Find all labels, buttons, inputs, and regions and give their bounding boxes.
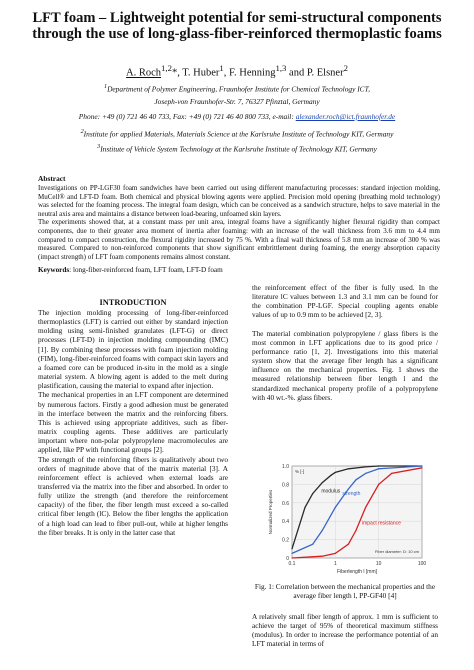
data-point	[291, 548, 292, 549]
x-tick-label: 10	[375, 561, 382, 567]
data-point	[291, 557, 292, 558]
data-point	[355, 479, 356, 480]
data-point	[304, 507, 305, 508]
keywords-text: : long-fiber-reinforced foam, LFT foam, LFT-D foam	[69, 266, 223, 274]
figure-caption: Fig. 1: Correlation between the mechanical properties and the average fiber length l, PP-GF40 [4]	[254, 582, 436, 600]
data-point	[378, 465, 379, 466]
data-point	[322, 530, 323, 531]
data-point	[335, 472, 336, 473]
x-axis-label: Fiberlength l [mm]	[336, 569, 378, 575]
data-point	[291, 553, 292, 554]
data-point	[331, 475, 332, 476]
data-point	[312, 493, 313, 494]
data-point	[355, 530, 356, 531]
x-tick-label: 0.1	[288, 561, 296, 567]
y-tick-label: 0.4	[282, 519, 289, 526]
email-link[interactable]: alexander.roch@ict.fraunhofer.de	[295, 112, 396, 121]
contact-line: Phone: +49 (0) 721 46 40 733, Fax: +49 (0) 721 46 40 800 733, e-mail: alexander.roch@ict.fraunhofer.de	[78, 112, 396, 121]
author-roch: A. Roch	[126, 67, 162, 79]
data-point	[421, 467, 422, 468]
y-axis-label: Normalized Properties	[268, 489, 273, 535]
introduction-heading: INTRODUCTION	[99, 298, 167, 307]
body-paragraph: The mechanical properties in an LFT component are determined by numerous factors. Firstly a good adhesion must be generated in the interface between the matrix and the reinforcing fibers. This is achieved using appropriate additives, such as fiber-matrix coupling agents. These additives are particularly important where non-polar polypropylene macromolecules are applied, like PP with functional groups [2].	[38, 390, 228, 455]
x-tick-label: 1	[333, 561, 337, 567]
body-paragraph: A relatively small fiber length of approx. 1 mm is sufficient to achieve the target of 95% of theoretical maximum stiffness (modulus). In order to increase the performance potential of an LFT material in terms of	[252, 612, 438, 649]
author-huber: , T. Huber	[177, 67, 220, 79]
body-paragraph: The injection molding processing of long-fiber-reinforced thermoplastics (LFT) is carried out either by standard injection molding using semi-finished granulates (LFT-G) or direct processes (LFT-D) in injection molding compounding (IMC) [1]. By combining these processes with foam injection molding (FIM), long-fiber-reinforced foams with compact skin layers and a foamed core can be produced in-situ in the mold as a single material system. A blowing agent is added to the melt during plastification, causing the material to expand after injection.	[38, 308, 228, 391]
data-point	[312, 544, 313, 545]
left-column	[38, 308, 228, 537]
x-tick-label: 100	[417, 561, 427, 567]
data-point	[322, 482, 323, 483]
y-tick-label: 1.0	[282, 464, 289, 470]
affiliation-1: $^1$Department of Polymer Engineering, Fraunhofer Institute for Chemical Technology ICT,	[103, 84, 371, 94]
corresponding-mark: *	[171, 67, 178, 79]
author-elsner-affiliation: 2	[343, 63, 348, 73]
author-elsner: and P. Elsner	[286, 67, 344, 79]
data-point	[365, 507, 366, 508]
data-point	[335, 507, 336, 508]
fiber-length-chart	[262, 458, 434, 580]
keywords-label: Keywords	[38, 266, 70, 274]
abstract-paragraph: Investigations on PP-LGF30 foam sandwiches have been carried out using different manufacturing processes: standard injection molding, MuCell® and LFT-D foam. Both chemical and physical blowing agents were applied. Precision mold opening (breathing mold technology) was selected for the foaming process. The integral foam design, which can be conceived as a sandwich structure, helps to save material in the neutral axis area and maintains a distance between load-bearing, unfoamed skin layers.	[38, 184, 440, 218]
keywords	[38, 266, 440, 274]
author-huber-affiliation: 1	[219, 63, 224, 73]
affiliation-3: $^3$Institute of Vehicle System Technology at the Karlsruhe Institute of Technology KIT, Germany	[97, 144, 377, 154]
data-point	[378, 484, 379, 485]
series-label: strength	[342, 491, 361, 497]
data-point	[348, 468, 349, 469]
affiliation-2: $^2$Institute for applied Materials, Materials Science at the Karlsruhe Institute of Technology KIT, Germany	[80, 129, 394, 139]
author-list	[30, 63, 444, 79]
y-tick-label: 0.2	[282, 537, 289, 544]
abstract-heading: Abstract	[38, 174, 66, 183]
right-column	[252, 283, 438, 402]
abstract-body	[38, 184, 440, 261]
author-henning: , F. Henning	[223, 67, 276, 79]
body-paragraph: The strength of the reinforcing fibers is qualitatively about two orders of magnitude above that of the matrix material [3]. A reinforcement effect is achieved when external loads are transferred via the matrix into the fiber and absorbed. In order to fully utilize the strength (and therefore the reinforcement capacity) of the fiber, the fiber length must exceed a so-called critical fiber length (lC). Below the fiber lengths the application of a high load can lead to fiber pull-out, while at higher lengths the fiber breaks. It is only in the latter case that	[38, 454, 228, 537]
y-tick-label: 0	[286, 556, 289, 562]
data-point	[378, 468, 379, 469]
body-paragraph: The material combination polypropylene / glass fibers is the most common in LFT applications due to its good price / performance ratio [1, 2]. Investigations into this material system show that the average fiber length has a significant influence on the mechanical properties. Fig. 1 shows the measured relationship between fiber length l and the standardized mechanical property profile of a polypropylene with 40 wt.-%. glass fibers.	[252, 328, 438, 402]
affiliation-1-address: Joseph-von Fraunhofer-Str. 7, 76327 Pfinztal, Germany	[154, 97, 320, 106]
data-point	[365, 466, 366, 467]
data-point	[348, 488, 349, 489]
abstract-paragraph: The experiments showed that, at a constant mass per unit area, integral foams have a significantly higher flexural rigidity than compact components, due to their greater area moment of inertia after foaming: with an increase of the wall thickness from 3.6 mm to 4.4 mm compared to compact construction, the flexural rigidity increased by 75 %. With a final wall thickness of 5.8 mm an increase of 300 % was measured. Compared to non-reinforced components that show significant embrittlement during foaming, the energy absorption capacity (impact strength) of LFT foam components remains almost constant.	[38, 218, 440, 261]
author-henning-affiliation: 1,3	[275, 63, 287, 73]
data-point	[322, 556, 323, 557]
data-point	[365, 473, 366, 474]
right-column-continued	[252, 612, 438, 648]
y-unit-label: % [-]	[295, 469, 305, 474]
y-tick-label: 0.8	[282, 482, 289, 489]
y-tick-label: 0.6	[282, 500, 289, 507]
data-point	[421, 465, 422, 466]
data-point	[348, 544, 349, 545]
data-point	[391, 473, 392, 474]
data-point	[335, 553, 336, 554]
series-label: impact resistance	[362, 520, 401, 527]
body-paragraph: the reinforcement effect of the fiber is fully used. In the literature lC values between 1.3 and 3.1 mm can be found for the combination PP-LGF. Special coupling agents enable values of up to 0.9 mm to be achieved [2, 3].	[252, 283, 438, 320]
author-roch-affiliation: 1,2	[161, 63, 172, 73]
chart-annotation: Fiber diameter: D: 10 cm	[374, 549, 419, 554]
paper-title: LFT foam – Lightweight potential for semi-structural components through the use of long-glass-fiber-reinforced thermoplastic foams	[32, 10, 442, 42]
series-label: modulus	[321, 488, 341, 495]
